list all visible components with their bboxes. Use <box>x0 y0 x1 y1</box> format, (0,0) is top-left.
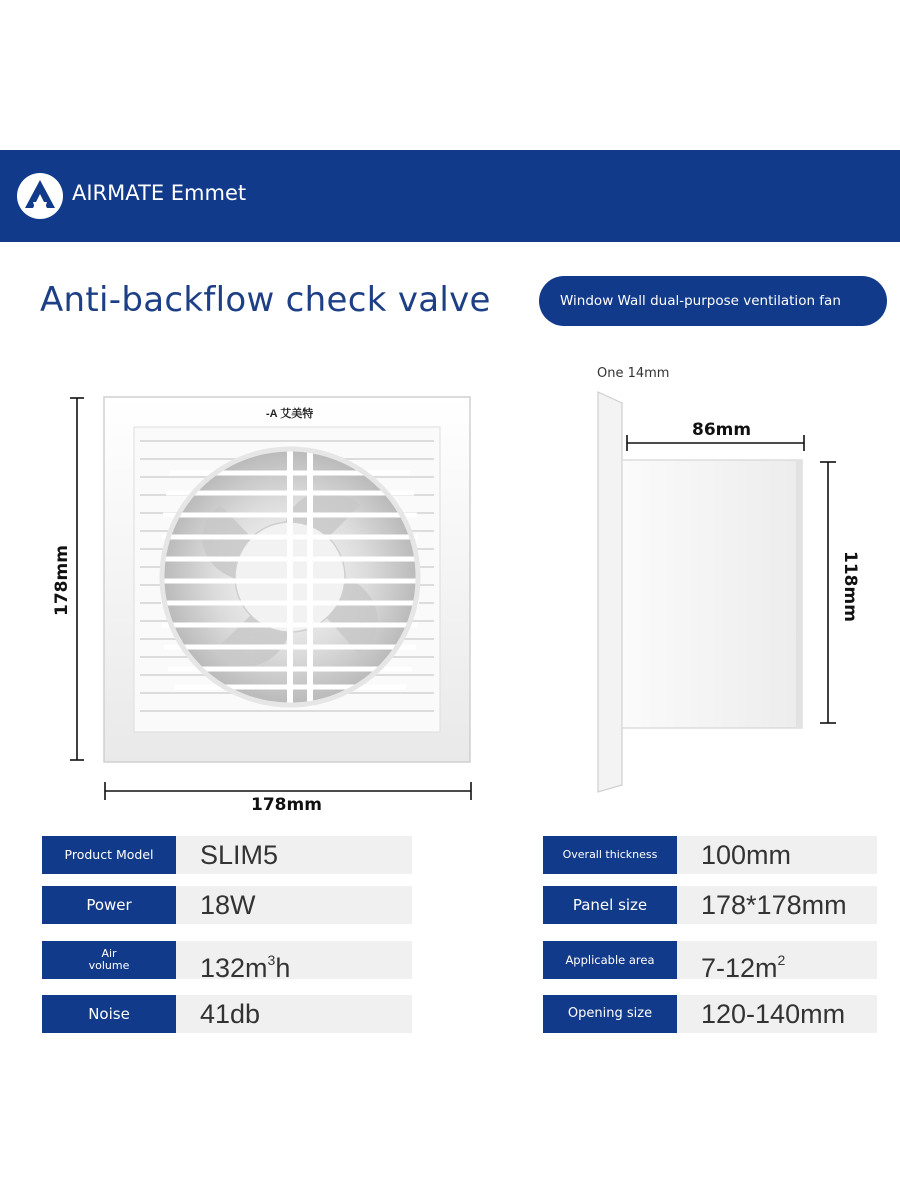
front-width-dimension: 178mm <box>251 795 322 815</box>
spec-value: SLIM5 <box>176 836 412 874</box>
fan-front-view <box>60 385 500 825</box>
spec-row-noise <box>42 995 412 1033</box>
spec-label: Air volume <box>42 941 176 979</box>
spec-value <box>677 941 877 983</box>
spec-value-superscript: 3 <box>267 952 276 968</box>
spec-value: 120-140mm <box>677 995 877 1033</box>
spec-row-overall-thickness <box>543 836 877 874</box>
spec-row-air-volume <box>42 941 412 983</box>
spec-label: Noise <box>42 995 176 1033</box>
spec-value: 41db <box>176 995 412 1033</box>
spec-label: Product Model <box>42 836 176 874</box>
spec-label: Opening size <box>543 995 677 1033</box>
spec-value-suffix: h <box>275 953 291 983</box>
spec-row-panel-size <box>543 886 877 924</box>
side-depth-dimension: 86mm <box>692 420 752 440</box>
spec-value: 178*178mm <box>677 886 877 924</box>
airmate-triangle-logo-icon <box>16 172 64 220</box>
spec-row-opening-size <box>543 995 877 1033</box>
spec-row-applicable-area <box>543 941 877 983</box>
brand-name: AIRMATE Emmet <box>72 181 247 205</box>
spec-value <box>176 941 412 983</box>
spec-value: 100mm <box>677 836 877 874</box>
spec-label: Power <box>42 886 176 924</box>
spec-label: Applicable area <box>543 941 677 979</box>
side-height-dimension: 118mm <box>840 551 860 622</box>
spec-label: Overall thickness <box>543 836 677 874</box>
spec-value: 18W <box>176 886 412 924</box>
fan-front-illustration <box>60 385 500 825</box>
product-type-badge: Window Wall dual-purpose ventilation fan <box>539 276 887 326</box>
product-logo-text: -A 艾美特 <box>266 408 314 420</box>
spec-value-number: 132m <box>200 953 268 983</box>
spec-row-power <box>42 886 412 924</box>
spec-value-number: 7-12m <box>701 953 778 983</box>
panel-thickness-note: One 14mm <box>597 366 670 381</box>
spec-value-superscript: 2 <box>777 952 786 968</box>
front-height-dimension: 178mm <box>52 545 72 616</box>
spec-row-product-model <box>42 836 412 874</box>
page-title: Anti-backflow check valve <box>40 280 491 320</box>
spec-label: Panel size <box>543 886 677 924</box>
brand-banner <box>0 150 900 242</box>
